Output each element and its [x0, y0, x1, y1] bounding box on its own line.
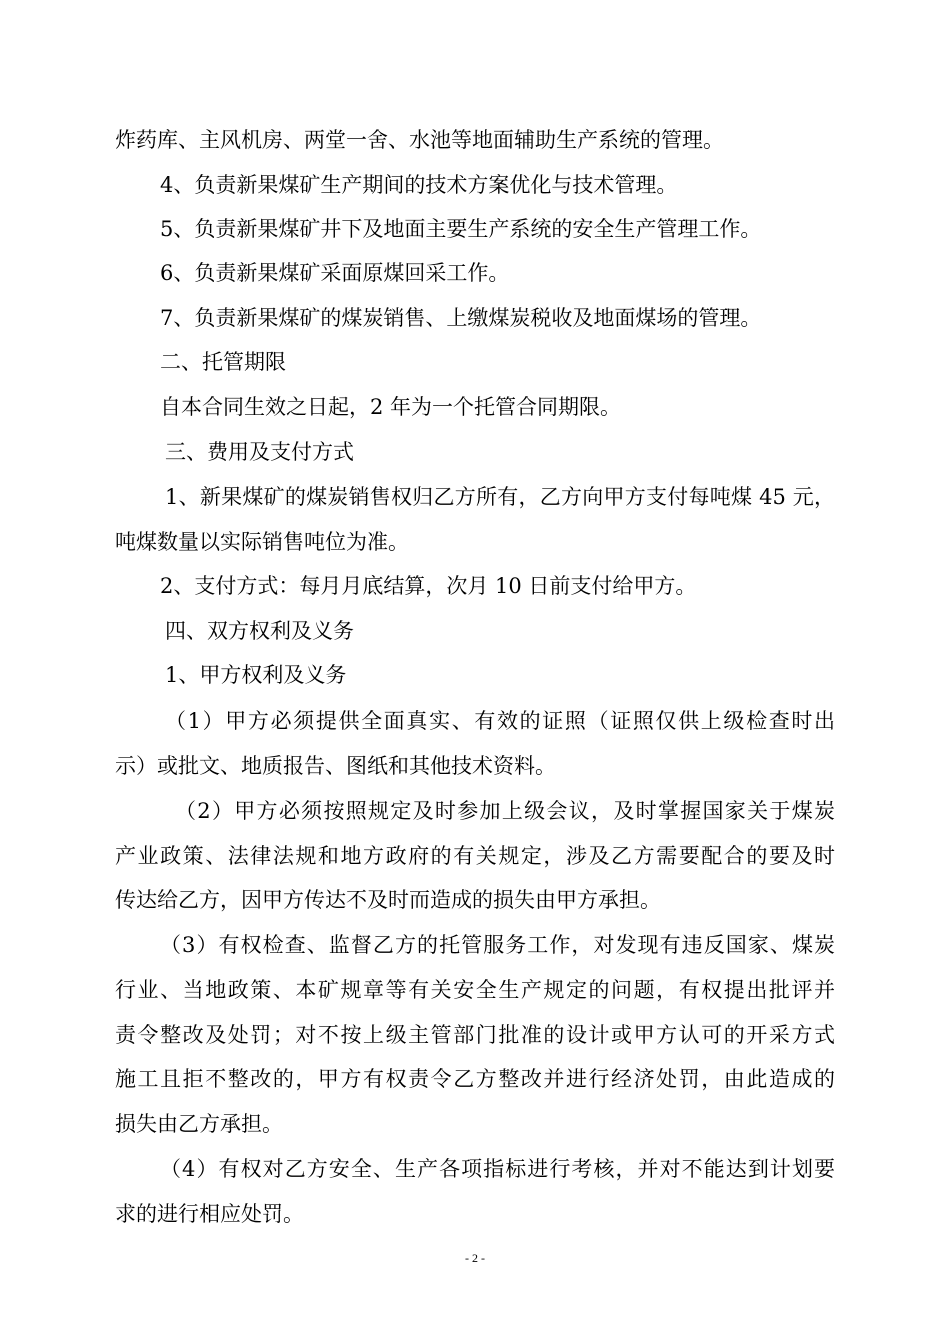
paragraph-line: 4、负责新果煤矿生产期间的技术方案优化与技术管理。 — [160, 173, 678, 197]
paragraph-line: 传达给乙方，因甲方传达不及时而造成的损失由甲方承担。 — [115, 888, 661, 912]
paragraph-line: 吨煤数量以实际销售吨位为准。 — [115, 530, 409, 554]
paragraph-line: （3）有权检查、监督乙方的托管服务工作，对发现有违反国家、煤炭 — [160, 933, 835, 957]
section-heading: 二、托管期限 — [160, 350, 286, 374]
section-heading: 四、双方权利及义务 — [165, 619, 354, 643]
paragraph-line: （2）甲方必须按照规定及时参加上级会议，及时掌握国家关于煤炭 — [175, 799, 835, 823]
paragraph-line: 炸药库、主风机房、两堂一舍、水池等地面辅助生产系统的管理。 — [115, 128, 724, 152]
paragraph-line: 2、支付方式：每月月底结算，次月 10 日前支付给甲方。 — [160, 574, 697, 598]
subsection-heading: 1、甲方权利及义务 — [165, 663, 347, 687]
paragraph-line: 7、负责新果煤矿的煤炭销售、上缴煤炭税收及地面煤场的管理。 — [160, 306, 762, 330]
paragraph-line: 自本合同生效之日起，2 年为一个托管合同期限。 — [160, 395, 622, 419]
page-number: - 2 - — [465, 1251, 485, 1265]
paragraph-line: 求的进行相应处罚。 — [115, 1202, 304, 1226]
paragraph-line: 损失由乙方承担。 — [115, 1112, 283, 1136]
paragraph-line: 施工且拒不整改的，甲方有权责令乙方整改并进行经济处罚，由此造成的 — [115, 1067, 835, 1091]
paragraph-line: 5、负责新果煤矿井下及地面主要生产系统的安全生产管理工作。 — [160, 217, 762, 241]
paragraph-line: 责令整改及处罚；对不按上级主管部门批准的设计或甲方认可的开采方式 — [115, 1023, 835, 1047]
paragraph-line: 示）或批文、地质报告、图纸和其他技术资料。 — [115, 754, 556, 778]
section-heading: 三、费用及支付方式 — [165, 440, 354, 464]
paragraph-line: 1、新果煤矿的煤炭销售权归乙方所有，乙方向甲方支付每吨煤 45 元， — [165, 485, 835, 509]
paragraph-line: 6、负责新果煤矿采面原煤回采工作。 — [160, 261, 510, 285]
paragraph-line: （4）有权对乙方安全、生产各项指标进行考核，并对不能达到计划要 — [160, 1157, 835, 1181]
paragraph-line: 行业、当地政策、本矿规章等有关安全生产规定的问题，有权提出批评并 — [115, 978, 835, 1002]
paragraph-line: 产业政策、法律法规和地方政府的有关规定，涉及乙方需要配合的要及时 — [115, 844, 835, 868]
paragraph-line: （1）甲方必须提供全面真实、有效的证照（证照仅供上级检查时出 — [165, 709, 835, 733]
